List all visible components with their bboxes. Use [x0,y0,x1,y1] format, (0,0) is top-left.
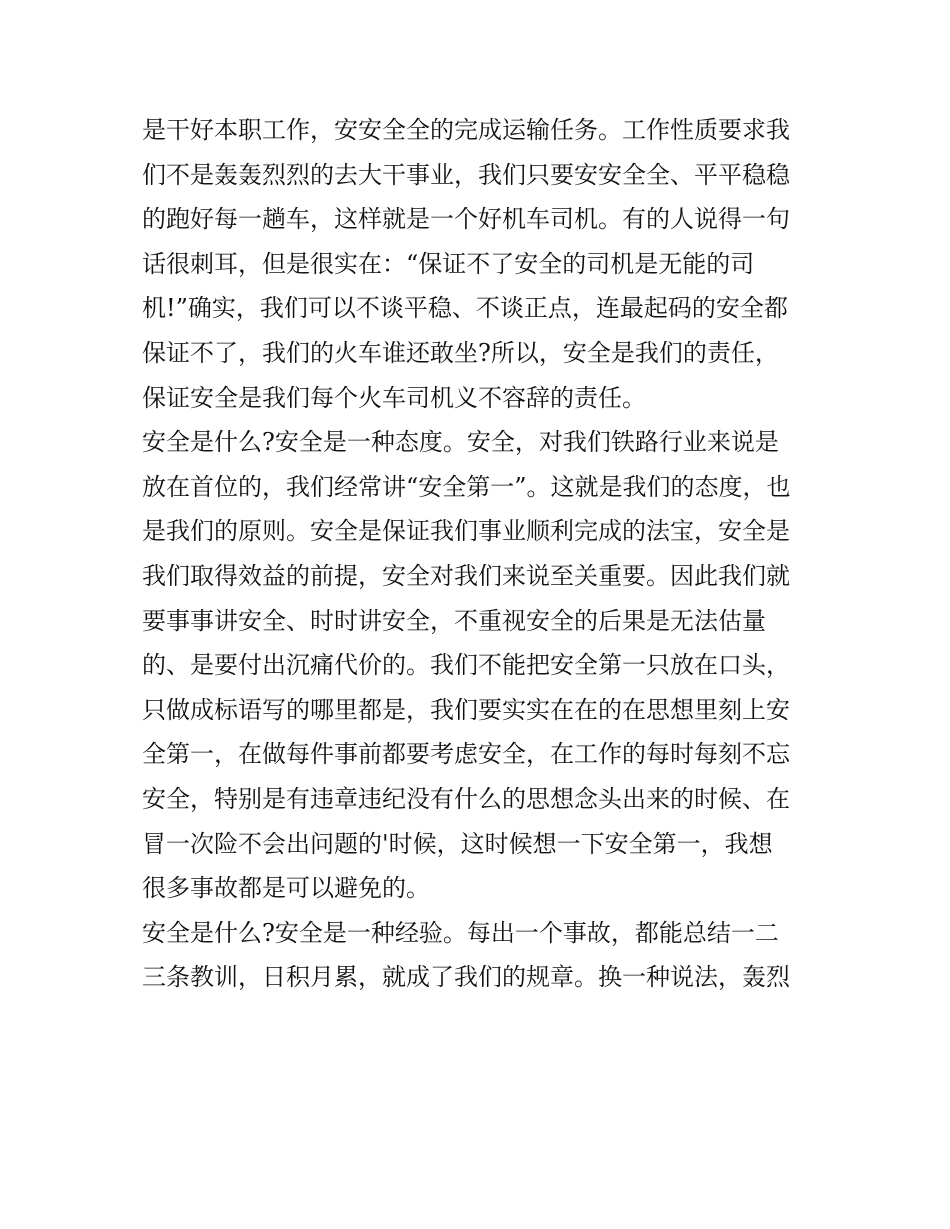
text-line: 保证安全是我们每个火车司机义不容辞的责任。 [142,383,646,412]
text-line: 是干好本职工作，安安全全的完成运输任务。工作性质要求我 [142,116,790,144]
text-line: 是我们的原则。安全是保证我们事业顺利完成的法宝，安全是 [142,517,790,546]
text-line: 保证不了，我们的火车谁还敢坐?所以，安全是我们的责任， [142,338,779,367]
text-line: 机!”确实，我们可以不谈平稳、不谈正点，连最起码的安全都 [142,294,788,323]
text-line: 的、是要付出沉痛代价的。我们不能把安全第一只放在口头， [142,651,790,680]
text-line: 全第一，在做每件事前都要考虑安全，在工作的每时每刻不忘 [142,740,790,769]
text-line: 的跑好每一趟车，这样就是一个好机车司机。有的人说得一句 [142,205,790,234]
text-line: 安全是什么?安全是一种经验。每出一个事故，都能总结一二 [142,918,779,947]
text-line: 放在首位的，我们经常讲“安全第一”。这就是我们的态度，也 [142,472,791,501]
text-line: 我们取得效益的前提，安全对我们来说至关重要。因此我们就 [142,561,790,590]
body-text [142,108,822,1000]
text-line: 冒一次险不会出问题的'时候，这时候想一下安全第一，我想 [142,829,773,858]
text-line: 只做成标语写的哪里都是，我们要实实在在的在思想里刻上安 [142,695,790,724]
text-line: 话很刺耳，但是很实在：“保证不了安全的司机是无能的司 [142,249,755,278]
text-line: 三条教训，日积月累，就成了我们的规章。换一种说法，轰烈 [142,963,790,992]
text-line: 们不是轰轰烈烈的去大干事业，我们只要安安全全、平平稳稳 [142,160,790,189]
text-line: 安全，特别是有违章违纪没有什么的思想念头出来的时候、在 [142,784,790,813]
text-line: 安全是什么?安全是一种态度。安全，对我们铁路行业来说是 [142,428,779,457]
text-line: 要事事讲安全、时时讲安全，不重视安全的后果是无法估量 [142,606,766,635]
text-line: 很多事故都是可以避免的。 [142,874,430,903]
